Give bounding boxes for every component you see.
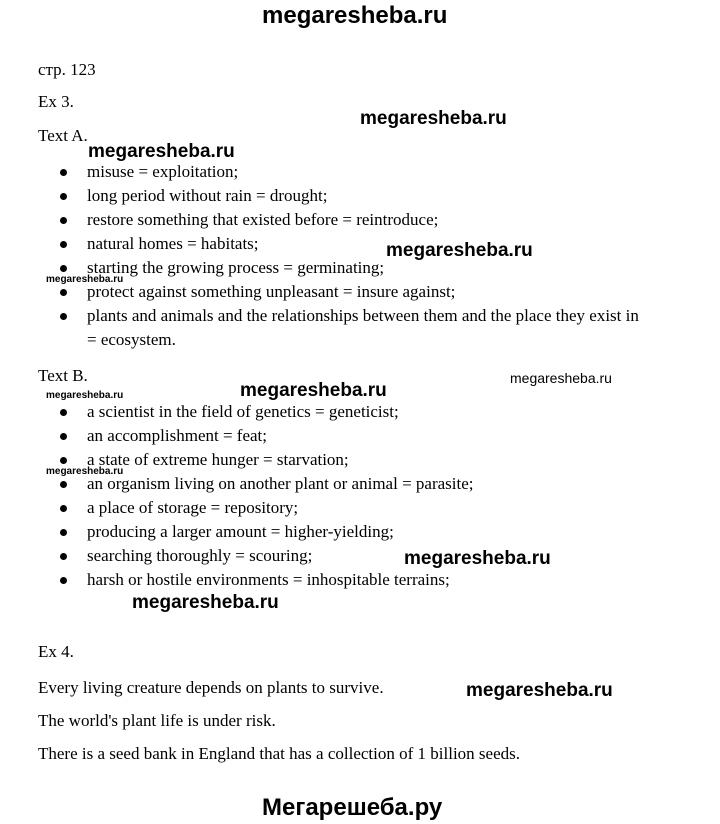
watermark: megaresheba.ru xyxy=(466,680,613,701)
list-item: starting the growing process = germinating; xyxy=(38,256,647,280)
page-reference: стр. 123 xyxy=(38,60,96,79)
list-item: an accomplishment = feat; xyxy=(38,424,473,448)
bullet-icon xyxy=(60,457,67,464)
list-item: restore something that existed before = reintroduce; xyxy=(38,208,647,232)
list-item: protect against something unpleasant = insure against; xyxy=(38,280,647,304)
exercise-4-title: Ex 4. xyxy=(38,642,74,661)
bullet-icon xyxy=(60,481,67,488)
watermark: megaresheba.ru xyxy=(404,548,551,569)
watermark: megaresheba.ru xyxy=(386,240,533,261)
list-item: an organism living on another plant or animal = parasite; xyxy=(38,472,473,496)
list-item: natural homes = habitats; xyxy=(38,232,647,256)
list-item: long period without rain = drought; xyxy=(38,184,647,208)
bullet-icon xyxy=(60,265,67,272)
ex4-sentence: Every living creature depends on plants to survive. xyxy=(38,678,384,697)
watermark: megaresheba.ru xyxy=(132,592,279,613)
watermark: megaresheba.ru xyxy=(360,108,507,129)
bullet-icon xyxy=(60,169,67,176)
bullet-icon xyxy=(60,289,67,296)
site-footer: Мегарешеба.ру xyxy=(262,794,443,821)
watermark: megaresheba.ru xyxy=(88,141,235,162)
bullet-icon xyxy=(60,529,67,536)
bullet-icon xyxy=(60,193,67,200)
bullet-icon xyxy=(60,577,67,584)
site-header: megaresheba.ru xyxy=(262,2,448,29)
watermark: megaresheba.ru xyxy=(46,390,124,401)
list-item: a place of storage = repository; xyxy=(38,496,473,520)
list-item: searching thoroughly = scouring; xyxy=(38,544,473,568)
ex4-sentence: The world's plant life is under risk. xyxy=(38,711,276,730)
bullet-icon xyxy=(60,313,67,320)
exercise-3-title: Ex 3. xyxy=(38,92,74,111)
list-item: a scientist in the field of genetics = geneticist; xyxy=(38,400,473,424)
watermark: megaresheba.ru xyxy=(46,274,124,285)
watermark: megaresheba.ru xyxy=(510,370,612,386)
text-b-heading: Text B. xyxy=(38,366,88,385)
list-item: misuse = exploitation; xyxy=(38,160,647,184)
text-a-list xyxy=(38,160,647,351)
ex4-sentence: There is a seed bank in England that has a collection of 1 billion seeds. xyxy=(38,744,521,763)
bullet-icon xyxy=(60,433,67,440)
bullet-icon xyxy=(60,241,67,248)
bullet-icon xyxy=(60,505,67,512)
bullet-icon xyxy=(60,553,67,560)
watermark: megaresheba.ru xyxy=(240,380,387,401)
list-item: plants and animals and the relationships between them and the place they exist in = ecosystem. xyxy=(38,304,647,351)
list-item: harsh or hostile environments = inhospitable terrains; xyxy=(38,568,473,592)
watermark: megaresheba.ru xyxy=(46,466,124,477)
list-item: producing a larger amount = higher-yielding; xyxy=(38,520,473,544)
bullet-icon xyxy=(60,217,67,224)
list-item: a state of extreme hunger = starvation; xyxy=(38,448,473,472)
bullet-icon xyxy=(60,409,67,416)
text-a-heading: Text A. xyxy=(38,126,88,145)
